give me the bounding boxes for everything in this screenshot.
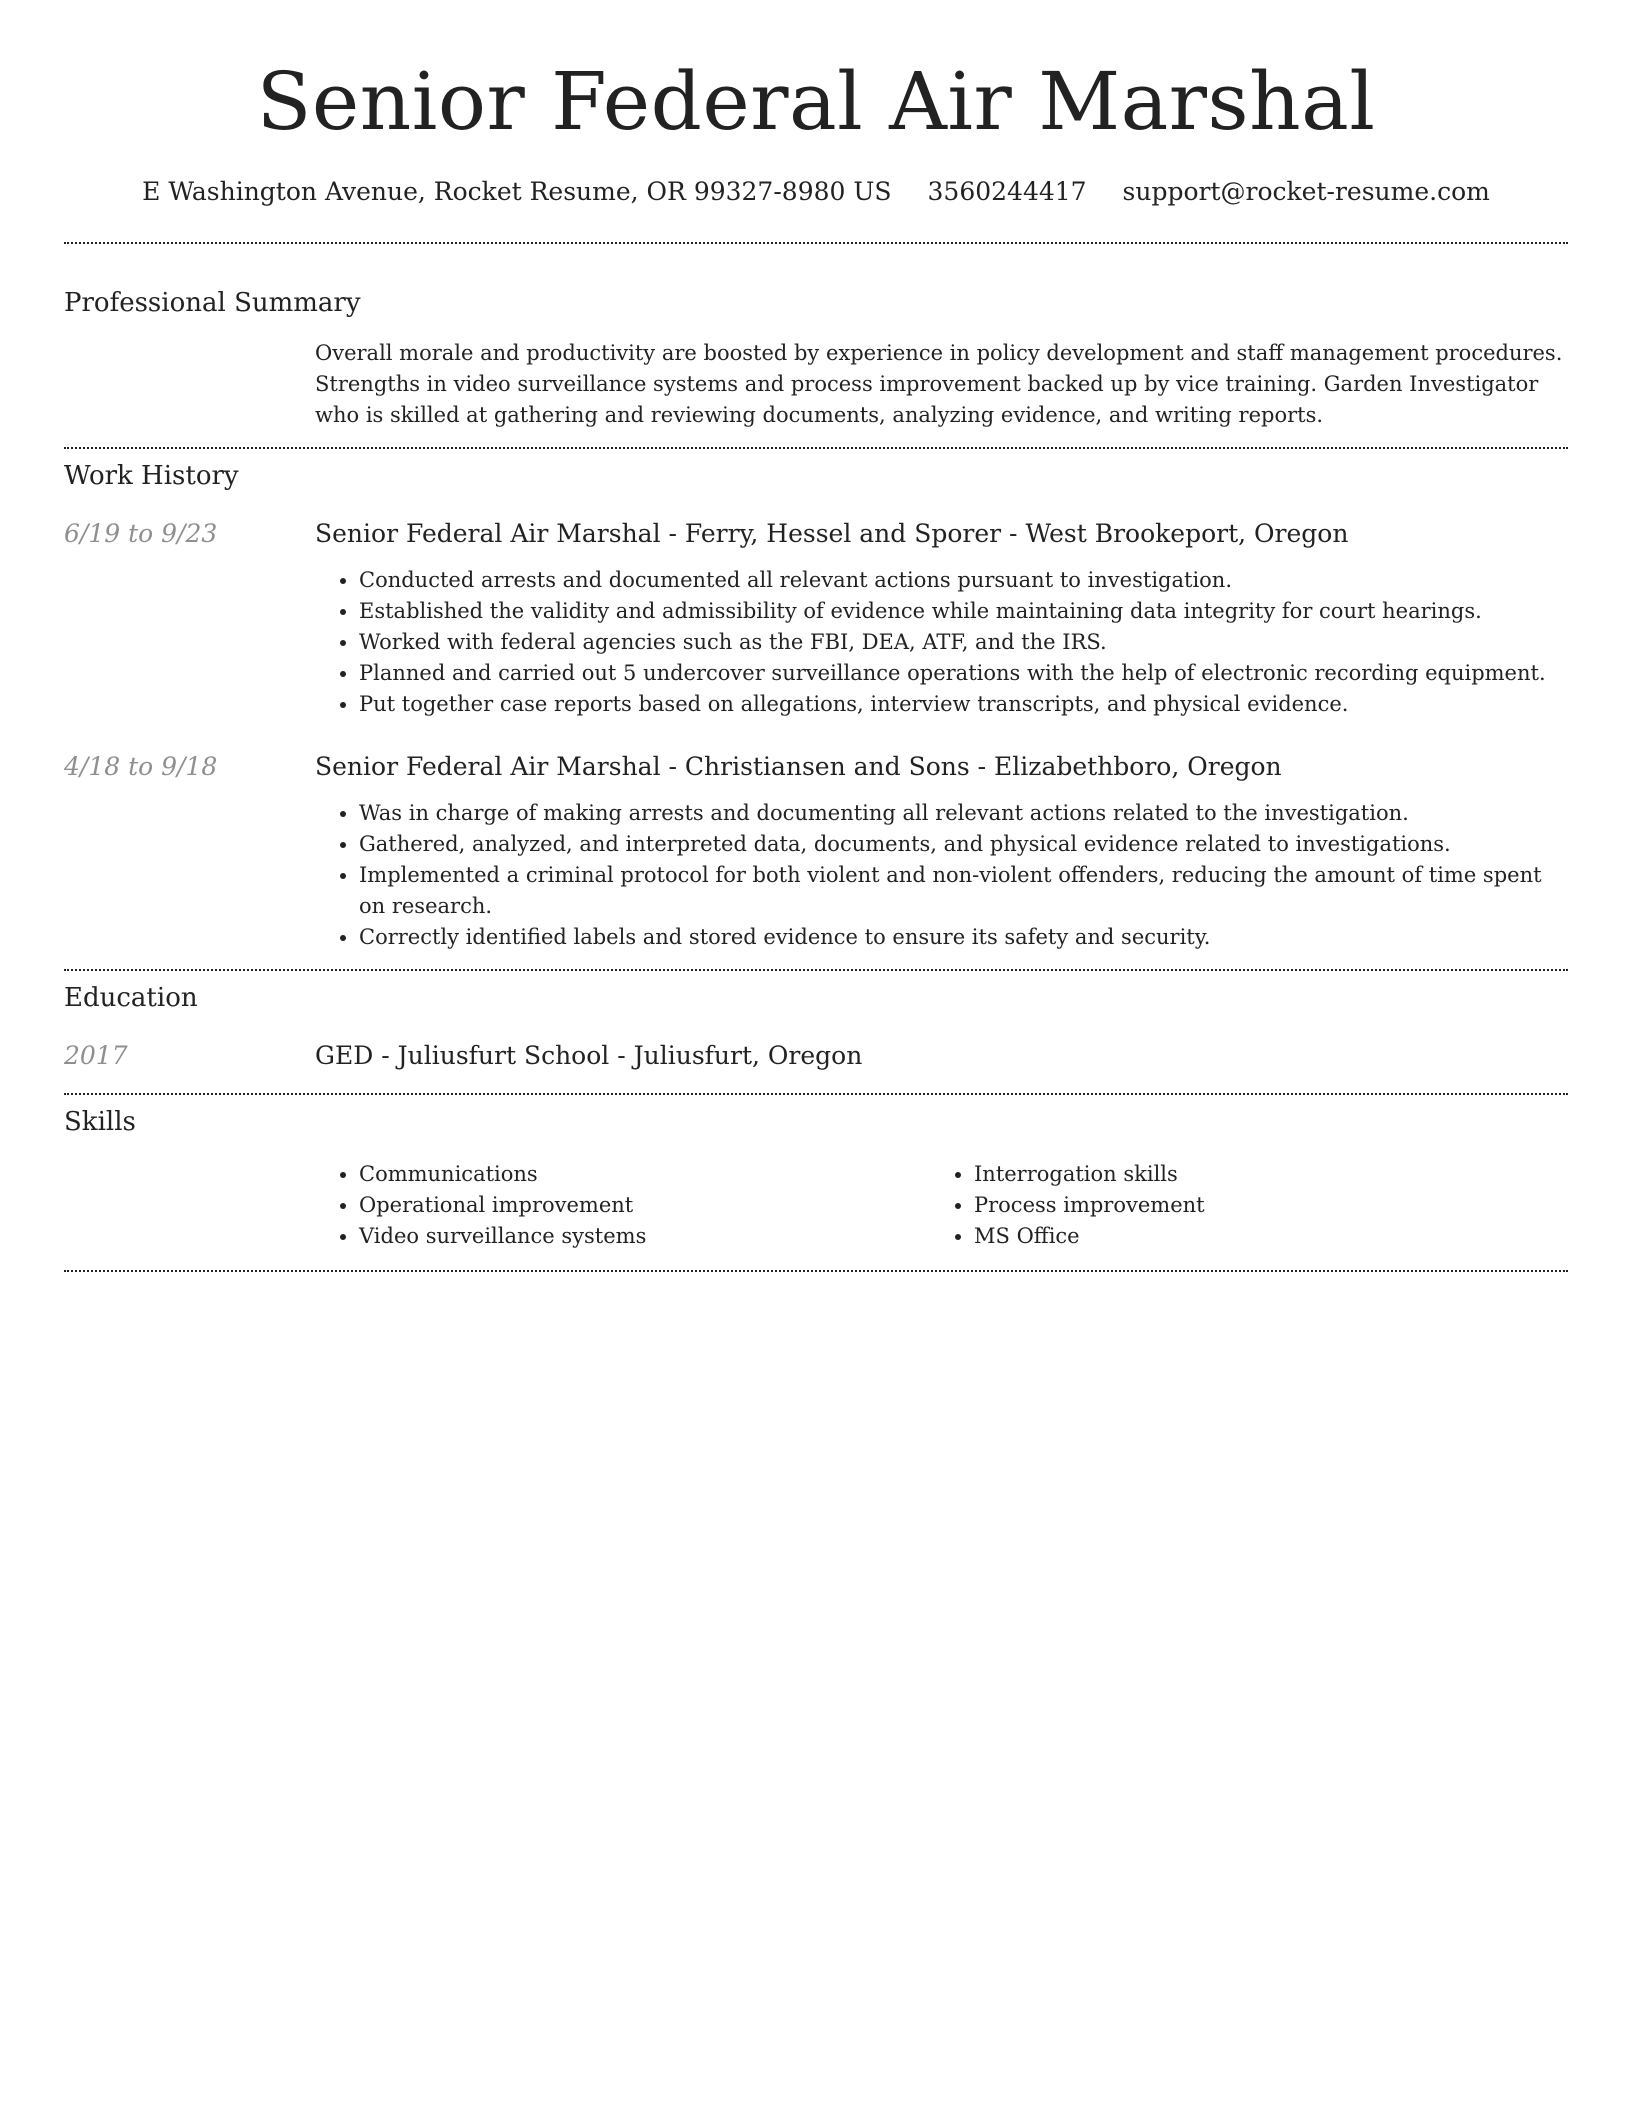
job-dates: 4/18 to 9/18 [64,752,218,781]
contact-phone: 3560244417 [927,177,1087,206]
job-body [315,517,1568,720]
skills-row [64,1159,1568,1252]
job-bullets [315,565,1568,720]
summary-body [315,338,1568,431]
divider [64,447,1568,449]
summary-section [64,286,1568,431]
divider [64,1093,1568,1095]
skills-heading: Skills [64,1107,136,1137]
job-bullet: • Conducted arrests and documented all relevant actions pursuant to investigation. [359,565,1568,596]
divider [64,242,1568,244]
skills-list-left [315,1159,930,1252]
education-heading: Education [64,983,198,1013]
summary-text: Overall morale and productivity are boosted by experience in policy development and staff management procedures. Strengths in video surveillance systems and process improvement backed up by vice training. Garden Investigator who is skilled at gathering and reviewing documents, analyzing evidence, and writing reports. [315,341,1563,427]
job-bullet: • Worked with federal agencies such as the FBI, DEA, ATF, and the IRS. [359,627,1568,658]
contact-line [64,174,1568,210]
summary-heading: Professional Summary [64,288,361,318]
skills-columns [315,1159,1568,1252]
divider [64,1270,1568,1272]
work-history-section [64,459,1568,953]
skill-item: • Operational improvement [359,1190,930,1221]
job-entry [64,517,1568,720]
job-bullet: • Put together case reports based on allegations, interview transcripts, and physical evidence. [359,689,1568,720]
education-year: 2017 [64,1041,128,1070]
job-bullet: • Implemented a criminal protocol for both violent and non-violent offenders, reducing the amount of time spent on research. [359,860,1568,922]
job-bullet: • Planned and carried out 5 undercover surveillance operations with the help of electronic recording equipment. [359,658,1568,689]
job-entry [64,750,1568,953]
skill-item: • MS Office [974,1221,1545,1252]
education-body [315,1039,1568,1073]
contact-address: E Washington Avenue, Rocket Resume, OR 99327-8980 US [142,177,892,206]
education-entry [64,1039,1568,1073]
job-bullet: • Was in charge of making arrests and documenting all relevant actions related to the investigation. [359,798,1568,829]
skill-item: • Video surveillance systems [359,1221,930,1252]
job-title: Senior Federal Air Marshal - Ferry, Hessel and Sporer - West Brookeport, Oregon [315,519,1349,548]
skill-item: • Interrogation skills [974,1159,1545,1190]
skills-section [64,1105,1568,1252]
job-body [315,750,1568,953]
skills-list-right [930,1159,1545,1252]
job-bullets [315,798,1568,953]
job-dates: 6/19 to 9/23 [64,519,218,548]
divider [64,969,1568,971]
job-bullet: • Correctly identified labels and stored evidence to ensure its safety and security. [359,922,1568,953]
contact-email: support@rocket-resume.com [1122,177,1490,206]
job-bullet: • Gathered, analyzed, and interpreted data, documents, and physical evidence related to investigations. [359,829,1568,860]
job-title: Senior Federal Air Marshal - Christiansen and Sons - Elizabethboro, Oregon [315,752,1282,781]
job-bullet: • Established the validity and admissibility of evidence while maintaining data integrity for court hearings. [359,596,1568,627]
candidate-name: Senior Federal Air Marshal [256,55,1376,148]
education-text: GED - Juliusfurt School - Juliusfurt, Oregon [315,1041,863,1070]
work-history-heading: Work History [64,461,239,491]
skill-item: • Communications [359,1159,930,1190]
summary-row [64,338,1568,431]
skill-item: • Process improvement [974,1190,1545,1221]
education-section [64,981,1568,1073]
